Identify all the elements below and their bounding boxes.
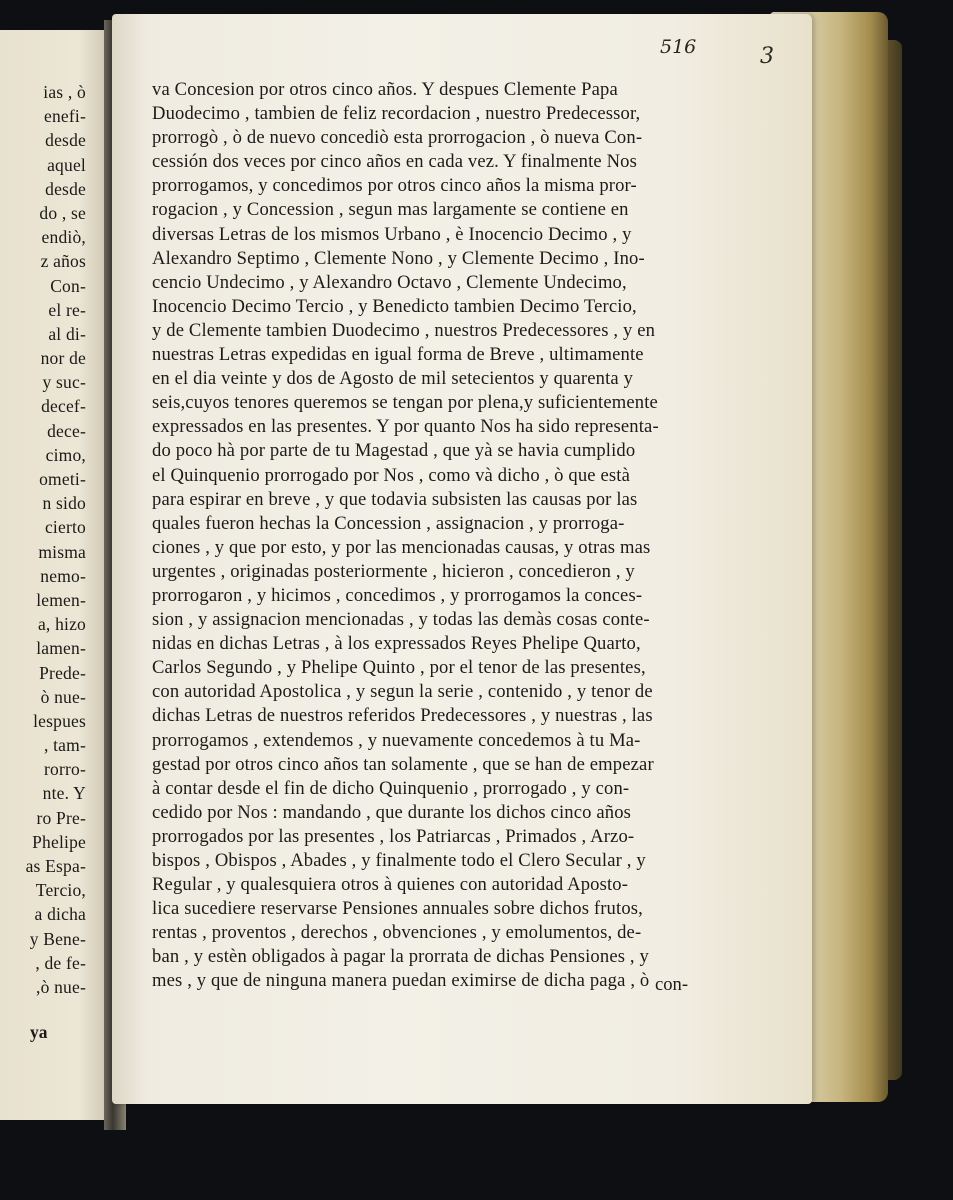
text-line: seis,cuyos tenores queremos se tengan por plena,y suficientemente <box>152 392 658 414</box>
text-line: Duodecimo , tambien de feliz recordacion , nuestro Predecessor, <box>152 103 641 125</box>
left-text-line: do , se <box>39 202 86 223</box>
left-text-line: cimo, <box>45 444 86 465</box>
left-text-line: rorro- <box>43 759 86 780</box>
left-text-line: , de fe- <box>35 952 86 973</box>
text-line: rentas , proventos , derechos , obvenciones , y emolumentos, de- <box>152 922 642 944</box>
text-line: bispos , Obispos , Abades , y finalmente todo el Clero Secular , y <box>152 850 646 871</box>
left-text-line: desde <box>45 130 86 151</box>
left-text-line: ias , ò <box>43 82 86 102</box>
text-line: cessión dos veces por cinco años en cada vez. Y finalmente Nos <box>152 151 637 173</box>
left-text-line: nte. Y <box>42 783 86 804</box>
left-text-line: misma <box>38 541 86 562</box>
text-line: cedido por Nos : mandando , que durante los dichos cinco años <box>152 801 632 823</box>
text-line: à contar desde el fin de dicho Quinquenio , prorrogado , y con- <box>152 777 630 799</box>
text-line: prorrogados por las presentes , los Patriarcas , Primados , Arzo- <box>152 825 635 847</box>
text-line: Regular , y qualesquiera otros à quienes con autoridad Aposto- <box>152 874 629 896</box>
text-line: ban , y estèn obligados à pagar la prorrata de dichas Pensiones , y <box>152 946 649 968</box>
text-line: diversas Letras de los mismos Urbano , è Inocencio Decimo , y <box>152 223 632 245</box>
text-line: prorrogamos , extendemos , y nuevamente concedemos à tu Ma- <box>152 729 641 751</box>
page-body-text <box>152 78 762 994</box>
left-text-line: lemen- <box>36 589 86 610</box>
left-text-line: Prede- <box>39 662 86 683</box>
folio-number: 516 <box>660 36 697 58</box>
text-line: el Quinquenio prorrogado por Nos , como và dicho , ò que està <box>152 464 631 486</box>
text-line: prorrogaron , y hicimos , concedimos , y prorrogamos la conces- <box>152 584 643 606</box>
text-line: dichas Letras de nuestros referidos Predecessores , y nuestras , las <box>152 705 653 727</box>
text-line: prorrogò , ò de nuevo concediò esta prorrogacion , ò nueva Con- <box>152 127 643 149</box>
text-line: ciones , y que por esto, y por las mencionadas causas, y otras mas <box>152 536 651 558</box>
left-text-line: decef- <box>41 396 86 417</box>
text-line: con autoridad Apostolica , y segun la serie , contenido , y tenor de <box>152 681 653 703</box>
left-text-line: ro Pre- <box>36 807 86 828</box>
text-line: en el dia veinte y dos de Agosto de mil setecientos y quarenta y <box>152 368 634 390</box>
left-catchword: ya <box>30 1022 48 1042</box>
text-line: Carlos Segundo , y Phelipe Quinto , por el tenor de las presentes, <box>152 657 646 679</box>
text-line: va Concesion por otros cinco años. Y despues Clemente Papa <box>152 79 618 100</box>
left-text-line: a dicha <box>34 904 86 925</box>
left-text-line: y suc- <box>42 372 86 393</box>
text-line: lica sucediere reservarse Pensiones annuales sobre dichos frutos, <box>152 898 643 920</box>
text-line: quales fueron hechas la Concession , assignacion , y prorroga- <box>152 512 625 534</box>
text-line: urgentes , originadas posteriormente , hicieron , concedieron , y <box>152 560 635 582</box>
text-line: Alexandro Septimo , Clemente Nono , y Clemente Decimo , Ino- <box>152 247 645 269</box>
left-text-line: , tam- <box>43 735 86 756</box>
left-text-line: endiò, <box>41 227 86 248</box>
text-line: nuestras Letras expedidas en igual forma de Breve , ultimamente <box>152 344 644 366</box>
left-text-line: z años <box>40 251 86 272</box>
left-text-line: desde <box>45 178 86 199</box>
left-text-line: al di- <box>48 323 86 344</box>
text-line: gestad por otros cinco años tan solamente , que se han de empezar <box>152 753 654 775</box>
text-line: prorrogamos, y concedimos por otros cinco años la misma pror- <box>152 175 637 197</box>
catchword: con- <box>655 974 689 995</box>
left-text-line: dece- <box>47 420 86 441</box>
left-page-text <box>0 80 86 999</box>
left-text-line: enefi- <box>43 106 86 127</box>
text-line: Inocencio Decimo Tercio , y Benedicto tambien Decimo Tercio, <box>152 295 637 317</box>
text-line: do poco hà por parte de tu Magestad , que yà se havia cumplido <box>152 440 636 462</box>
left-text-line: el re- <box>48 299 86 320</box>
text-line: rogacion , y Concession , segun mas largamente se contiene en <box>152 199 629 221</box>
left-text-line: lespues <box>33 710 86 731</box>
main-page <box>112 14 812 1104</box>
text-line: y de Clemente tambien Duodecimo , nuestros Predecessores , y en <box>152 319 656 341</box>
text-line: nidas en dichas Letras , à los expressados Reyes Phelipe Quarto, <box>152 633 641 655</box>
left-text-line: Con- <box>50 275 86 296</box>
left-text-line: Tercio, <box>35 880 86 901</box>
left-text-line: lamen- <box>36 638 86 659</box>
left-text-line: ò nue- <box>40 686 86 707</box>
signature-mark: 3 <box>760 44 774 69</box>
text-line: sion , y assignacion mencionadas , y todas las demàs cosas conte- <box>152 609 650 631</box>
left-text-line: a, hizo <box>37 614 86 635</box>
left-text-line: Phelipe <box>32 831 86 852</box>
left-text-line: nor de <box>40 348 86 369</box>
left-text-line: cierto <box>44 517 86 538</box>
left-text-line: y Bene- <box>29 928 86 949</box>
left-text-line: as Espa- <box>25 856 86 876</box>
left-text-line: n sido <box>42 493 86 514</box>
left-text-line: ,ò nue- <box>36 976 86 997</box>
text-line: mes , y que de ninguna manera puedan eximirse de dicha paga , ò <box>152 970 650 992</box>
text-line: para espirar en breve , y que todavia subsisten las causas por las <box>152 488 638 510</box>
left-text-line: ometi- <box>39 469 86 489</box>
left-text-line: aquel <box>47 154 86 175</box>
text-line: cencio Undecimo , y Alexandro Octavo , Clemente Undecimo, <box>152 271 627 293</box>
left-text-line: nemo- <box>40 565 86 586</box>
left-facing-page <box>0 30 112 1120</box>
text-line: expressados en las presentes. Y por quanto Nos ha sido representa- <box>152 416 659 438</box>
